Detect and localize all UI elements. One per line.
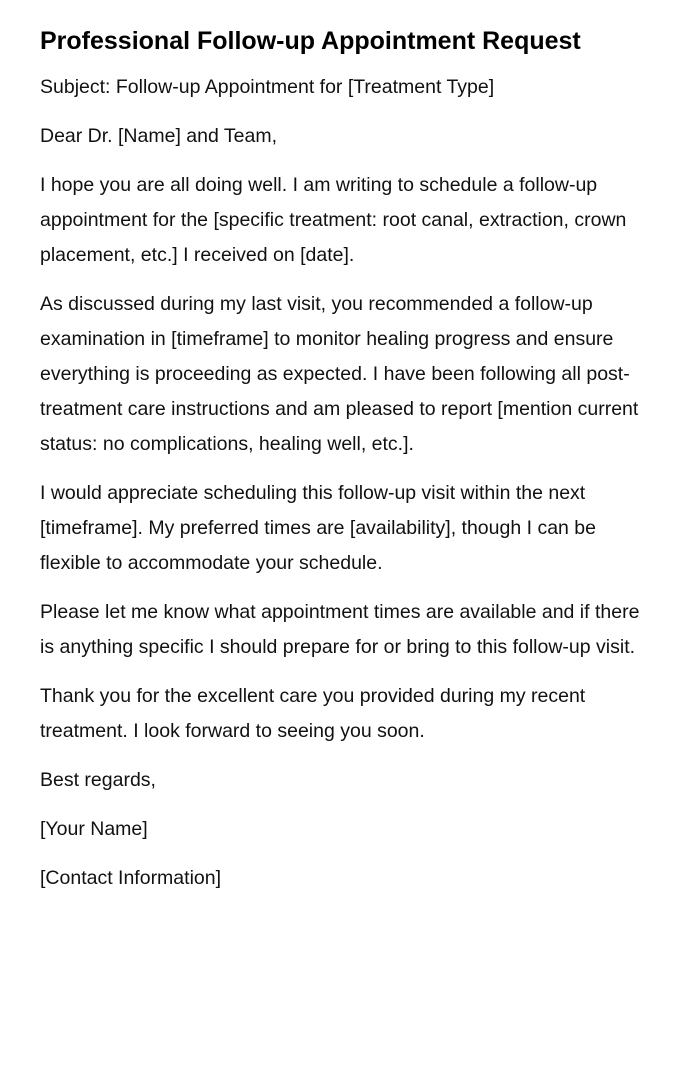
signature-name: [Your Name] bbox=[40, 818, 148, 840]
subject-line: Subject: Follow-up Appointment for [Treatment Type] bbox=[40, 76, 495, 98]
body-paragraph-request: Please let me know what appointment times are available and if there is anything specific I should prepare for or bring to this follow-up visit. bbox=[40, 601, 640, 658]
body-paragraph-thanks: Thank you for the excellent care you provided during my recent treatment. I look forward to seeing you soon. bbox=[40, 685, 586, 742]
signature-contact: [Contact Information] bbox=[40, 867, 222, 889]
body-paragraph-recommendation: As discussed during my last visit, you recommended a follow-up examination in [timeframe] to monitor healing progress and ensure everything is proceeding as expected. I have been following all post-treatment care instructions and am pleased to report [mention current status: no complications, healing well, etc.]. bbox=[40, 293, 639, 455]
letter-document bbox=[40, 22, 655, 896]
closing: Best regards, bbox=[40, 769, 156, 791]
body-paragraph-scheduling: I would appreciate scheduling this follow-up visit within the next [timeframe]. My preferred times are [availability], though I can be flexible to accommodate your schedule. bbox=[40, 482, 596, 574]
body-paragraph-intro: I hope you are all doing well. I am writing to schedule a follow-up appointment for the [specific treatment: root canal, extraction, crown placement, etc.] I received on [date]. bbox=[40, 174, 627, 266]
document-title: Professional Follow-up Appointment Request bbox=[40, 27, 581, 55]
salutation: Dear Dr. [Name] and Team, bbox=[40, 125, 277, 147]
